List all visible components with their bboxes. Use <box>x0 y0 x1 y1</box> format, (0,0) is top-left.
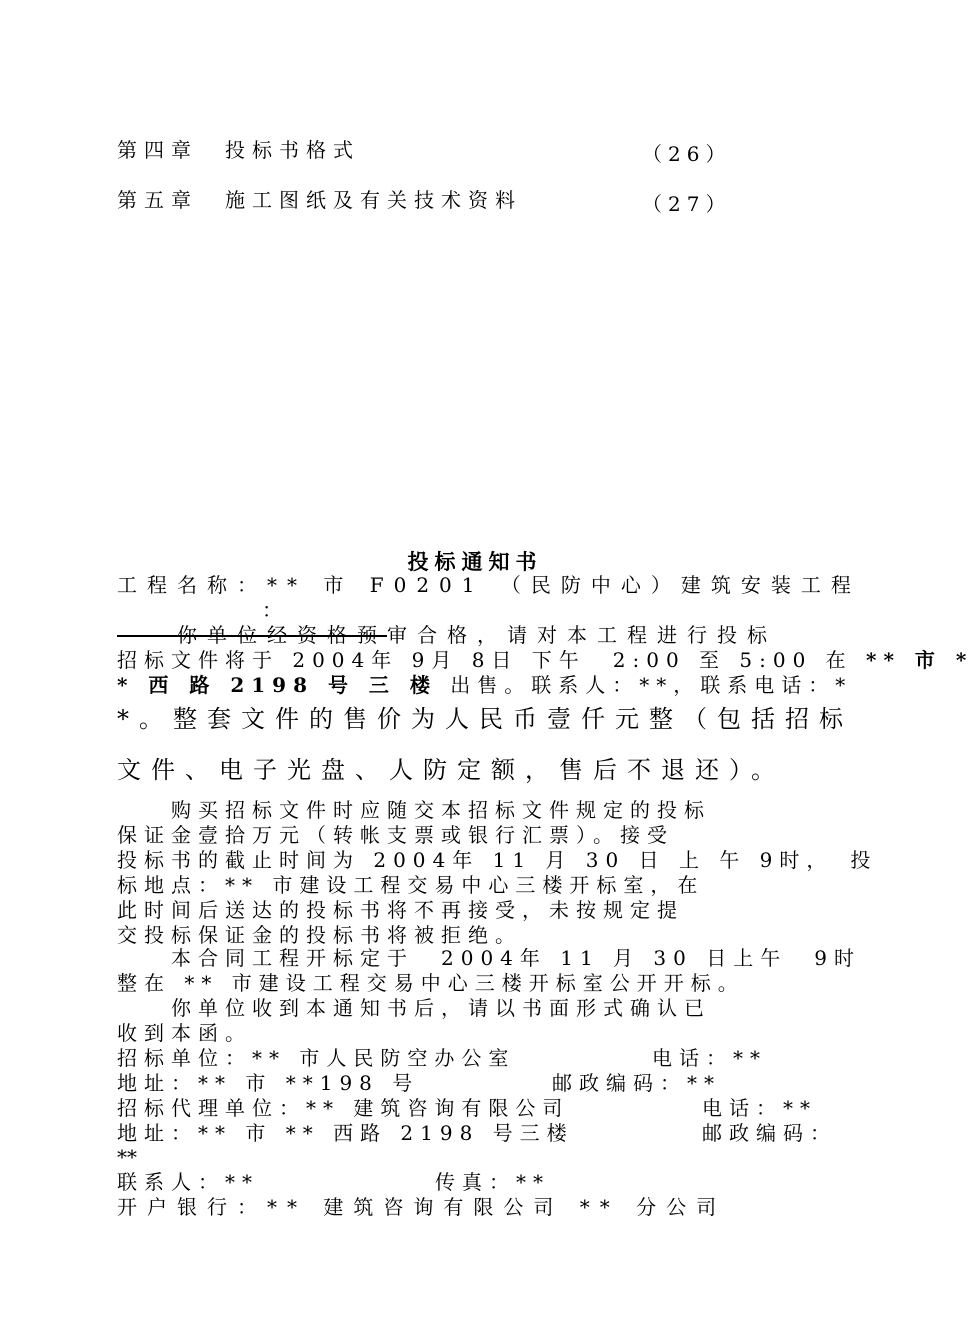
toc-page-chapter-4: （26） <box>642 142 732 166</box>
paragraph-1-line-1: 你单位经资格预审合格，请对本工程进行投标 <box>117 623 777 647</box>
project-name-line: 工程名称：** 市 F0201 （民防中心）建筑安装工程 <box>117 573 861 597</box>
paragraph-2-line-5: 此时间后送达的投标书将不再接受，未按规定提 <box>117 898 684 922</box>
agent-line: 招标代理单位：** 建筑咨询有限公司 <box>117 1096 570 1120</box>
contact-person: 联系人：** <box>117 1170 259 1194</box>
paragraph-2-line-4: 标地点：** 市建设工程交易中心三楼开标室，在 <box>117 873 705 897</box>
postcode-1: 邮政编码：** <box>552 1071 721 1095</box>
toc-item-chapter-4: 第四章 投标书格式 <box>117 138 360 162</box>
paragraph-1-line-5: 文件、电子光盘、人防定额，售后不退还）。 <box>117 756 785 784</box>
paragraph-3-line-1: 本合同工程开标定于 2004年 11 月 30 日上午 9时 <box>117 946 861 970</box>
notice-title: 投标通知书 <box>407 549 543 574</box>
postcode-2-value: ** <box>117 1145 137 1169</box>
bank-line: 开户银行：** 建筑咨询有限公司 ** 分公司 <box>117 1195 727 1219</box>
paragraph-2-line-3: 投标书的截止时间为 2004年 11 月 30 日 上 午 9时， 投 <box>117 848 878 872</box>
toc-item-chapter-5: 第五章 施工图纸及有关技术资料 <box>117 188 522 212</box>
toc-page-chapter-5: （27） <box>642 192 732 216</box>
agent-phone: 电话：** <box>702 1096 817 1120</box>
tenderer-phone: 电话：** <box>652 1046 767 1070</box>
paragraph-2-line-2: 保证金壹拾万元（转帐支票或银行汇票）。接受 <box>117 823 674 847</box>
paragraph-1-line-4: *。整套文件的售价为人民币壹仟元整（包括招标 <box>117 705 853 733</box>
fax-line: 传真：** <box>435 1170 550 1194</box>
paragraph-2-line-1: 购买招标文件时应随交本招标文件规定的投标 <box>117 798 711 822</box>
project-name-colon: ： <box>262 598 282 622</box>
address-1: 地址：** 市 **198 号 <box>117 1071 420 1095</box>
postcode-2: 邮政编码： <box>702 1121 837 1145</box>
address-2: 地址：** 市 ** 西路 2198 号三楼 <box>117 1121 574 1145</box>
paragraph-1-line-2: 招标文件将于 2004年 9月 8日 下午 2:00 至 5:00 在 ** 市 * <box>117 648 973 672</box>
paragraph-4-line-1: 你单位收到本通知书后，请以书面形式确认已 <box>117 996 711 1020</box>
paragraph-1-line-3: * 西 路 2198 号 三 楼 出售。联系人：**，联系电话：* <box>117 673 853 697</box>
paragraph-3-line-2: 整在 ** 市建设工程交易中心三楼开标室公开开标。 <box>117 971 745 995</box>
struck-text: 你单位经资格预 <box>117 623 387 647</box>
paragraph-4-line-2: 收到本函。 <box>117 1021 252 1045</box>
tenderer-line: 招标单位：** 市人民防空办公室 <box>117 1046 516 1070</box>
paragraph-2-line-6: 交投标保证金的投标书将被拒绝。 <box>117 923 522 947</box>
